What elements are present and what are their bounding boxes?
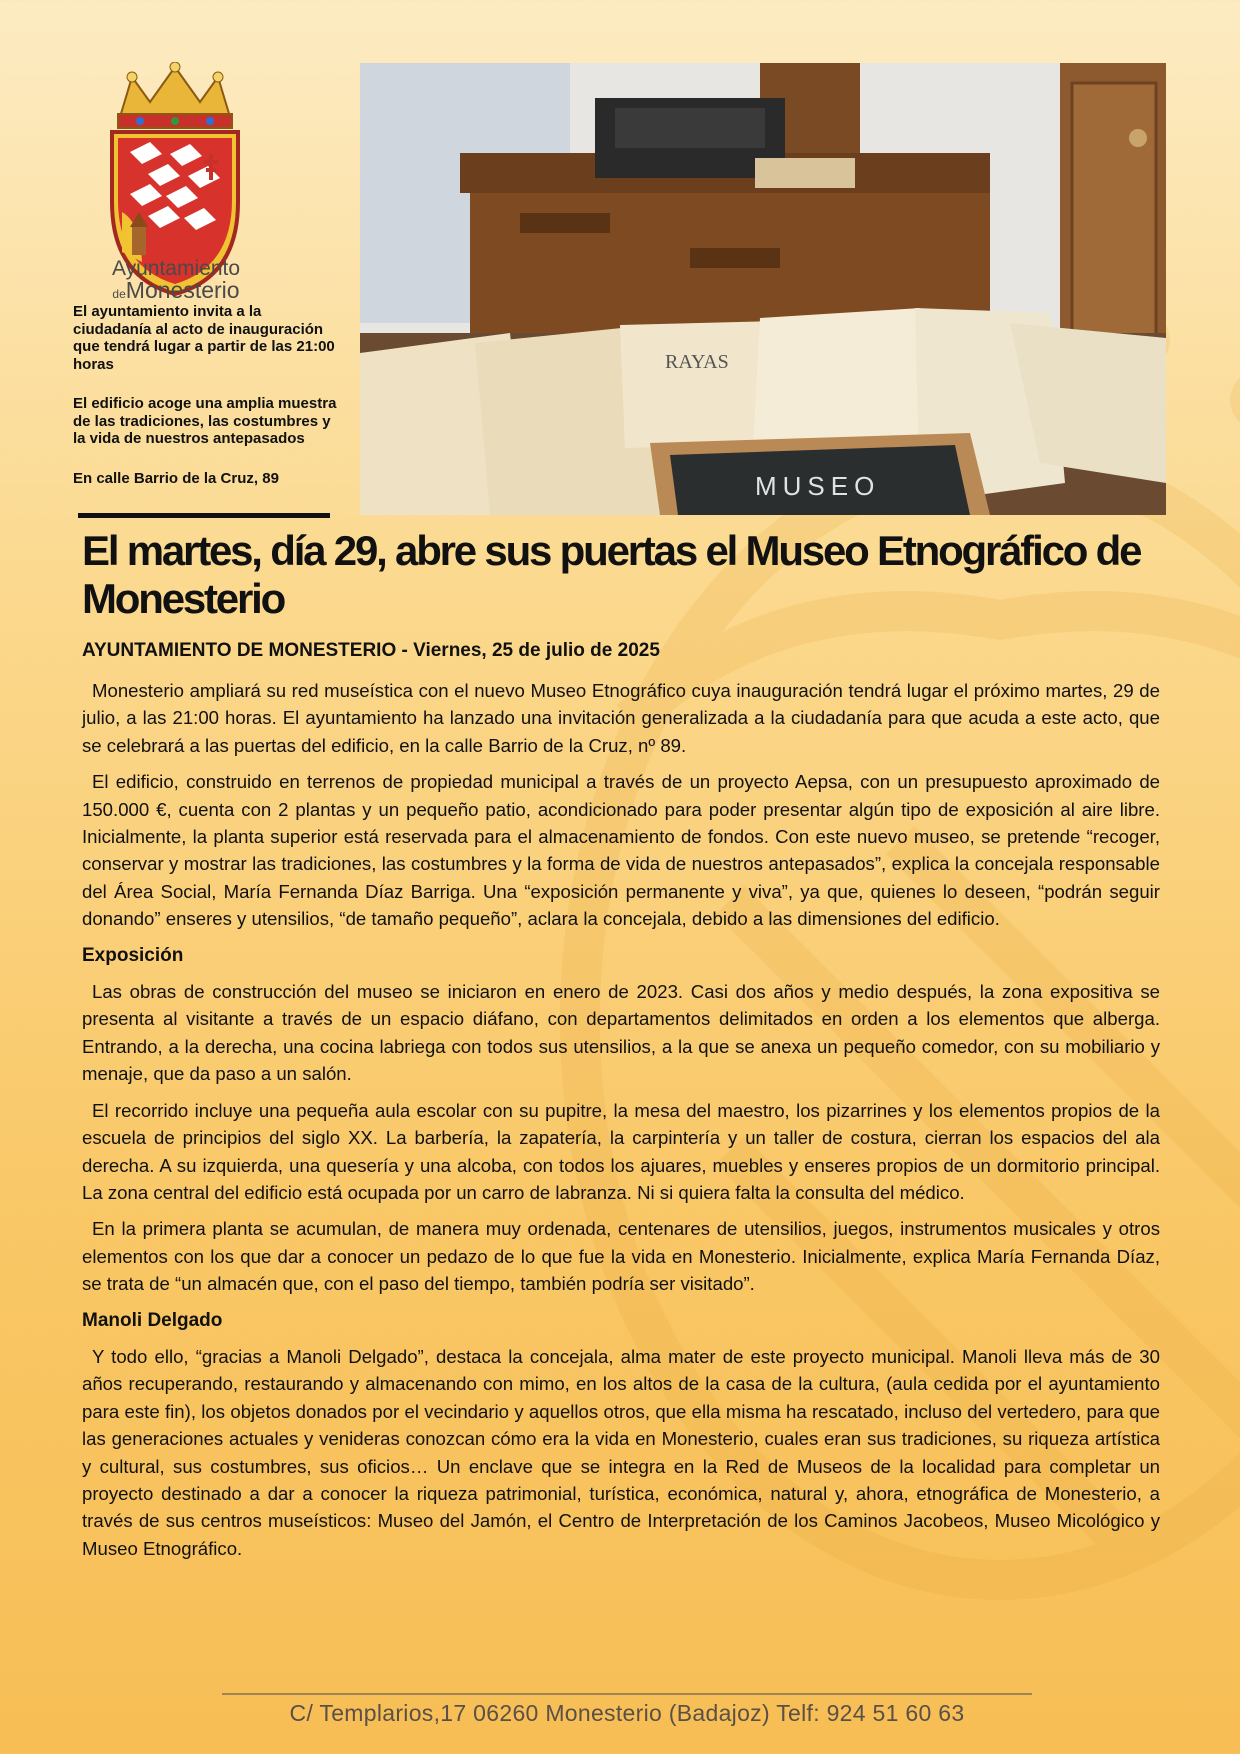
article-byline: AYUNTAMIENTO DE MONESTERIO - Viernes, 25 de julio de 2025 (82, 640, 660, 661)
paragraph: Las obras de construcción del museo se iniciaron en enero de 2023. Casi dos años y medio después, la zona expositiva se presenta al visitante a través de un espacio diáfano, con departamentos delimitados en orden a los elementos que alberga. Entrando, a la derecha, una cocina labriega con todos sus utensilios, a la que se anexa un pequeño comedor, con su mobiliario y menaje, que da paso a un salón. (82, 981, 1160, 1085)
logo-name-de: de (112, 287, 126, 301)
side-note-address: En calle Barrio de la Cruz, 89 (73, 469, 279, 487)
book-title-text: RAYAS (665, 351, 729, 373)
section-title-manoli-delgado: Manoli Delgado (82, 1309, 223, 1331)
section-title-exposicion: Exposición (82, 944, 184, 966)
paragraph: En la primera planta se acumulan, de manera muy ordenada, centenares de utensilios, juegos, instrumentos musicales y otros elementos con los que dar a conocer un pedazo de lo que fue la vida en Monesterio. Inicialmente, explica María Fernanda Díaz, se trata de “un almacén que, con el paso del tiempo, también podría ser visitado”. (82, 1218, 1160, 1295)
byline-date: Viernes, 25 de julio de 2025 (413, 640, 660, 661)
slate-text: MUSEO (755, 471, 881, 501)
side-note-invitation: El ayuntamiento invita a la ciudadanía al acto de inauguración que tendrá lugar a partir de las 21:00 horas (73, 303, 335, 373)
paragraph: El edificio, construido en terrenos de propiedad municipal a través de un proyecto Aepsa, con un presupuesto aproximado de 150.000 €, cuenta con 2 plantas y un pequeño patio, acondicionado para poder presentar algún tipo de exposición al aire libre. Inicialmente, la planta superior está reservada para el almacenamiento de fondos. Con este nuevo museo, se pretende “recoger, conservar y mostrar las tradiciones, las costumbres y la forma de vida de nuestros antepasados”, explica la concejala responsable del Área Social, María Fernanda Díaz Barriga. Una “exposición permanente y viva”, ya que, quienes lo deseen, “podrán seguir donando” enseres y utensilios, “de tamaño pequeño”, aclara la concejala, debido a las dimensiones del edificio. (82, 771, 1160, 930)
headline-rule (78, 513, 330, 518)
paragraph: Monesterio ampliará su red museística con el nuevo Museo Etnográfico cuya inauguración tendrá lugar el próximo martes, 29 de julio, a las 21:00 horas. El ayuntamiento ha lanzado una invitación generalizada a la ciudadanía para que acuda a este acto, que se celebrará a las puertas del edificio, en la calle Barrio de la Cruz, nº 89. (82, 680, 1160, 756)
logo-wordmark (96, 258, 256, 302)
paragraph: El recorrido incluye una pequeña aula escolar con su pupitre, la mesa del maestro, los pizarrines y los elementos propios de la escuela de principios del siglo XX. La barbería, la zapatería, la carpintería y un taller de costura, cierran los espacios del ala derecha. A su izquierda, una quesería y una alcoba, con todos los ajuares, muebles y enseres propios de un dormitorio principal. La zona central del edificio está ocupada por un carro de labranza. Ni si quiera falta la consulta del médico. (82, 1099, 1160, 1203)
footer-rule (222, 1693, 1032, 1695)
logo-name-line2: Monesterio (125, 277, 240, 303)
footer-address: C/ Templarios,17 06260 Monesterio (Badajoz) Telf: 924 51 60 63 (289, 1700, 965, 1726)
side-note-building: El edificio acoge una amplia muestra de las tradiciones, las costumbres y la vida de nuestros antepasados (73, 395, 337, 447)
side-notes (73, 303, 338, 509)
article-headline: El martes, día 29, abre sus puertas el Museo Etnográfico de Monesterio (82, 527, 1141, 622)
logo-name-line1: Ayuntamiento (111, 257, 241, 280)
article-body (82, 677, 1160, 1571)
paragraph: Y todo ello, “gracias a Manoli Delgado”, destaca la concejala, alma mater de este proyecto municipal. Manoli lleva más de 30 años recuperando, restaurando y almacenando con mimo, en los altos de la casa de la cultura, (aula cedida por el ayuntamiento para este fin), los objetos donados por el vecindario y aquellos otros, que ella misma ha rescatado, incluso del vertedero, para que las generaciones actuales y venideras conozcan cómo era la vida en Monesterio, cuales eran sus tradiciones, su riqueza artística y cultural, sus costumbres, sus oficios… Un enclave que se integra en la Red de Museos de la localidad para completar un proyecto destinado a dar a conocer la riqueza patrimonial, turística, económica, natural y, ahora, etnográfica de Monesterio, a través de sus centros museísticos: Museo del Jamón, el Centro de Interpretación de los Caminos Jacobeos, Museo Micológico y Museo Etnográfico. (82, 1345, 1160, 1559)
byline-source: AYUNTAMIENTO DE MONESTERIO (82, 640, 397, 661)
museum-photo (360, 63, 1166, 515)
